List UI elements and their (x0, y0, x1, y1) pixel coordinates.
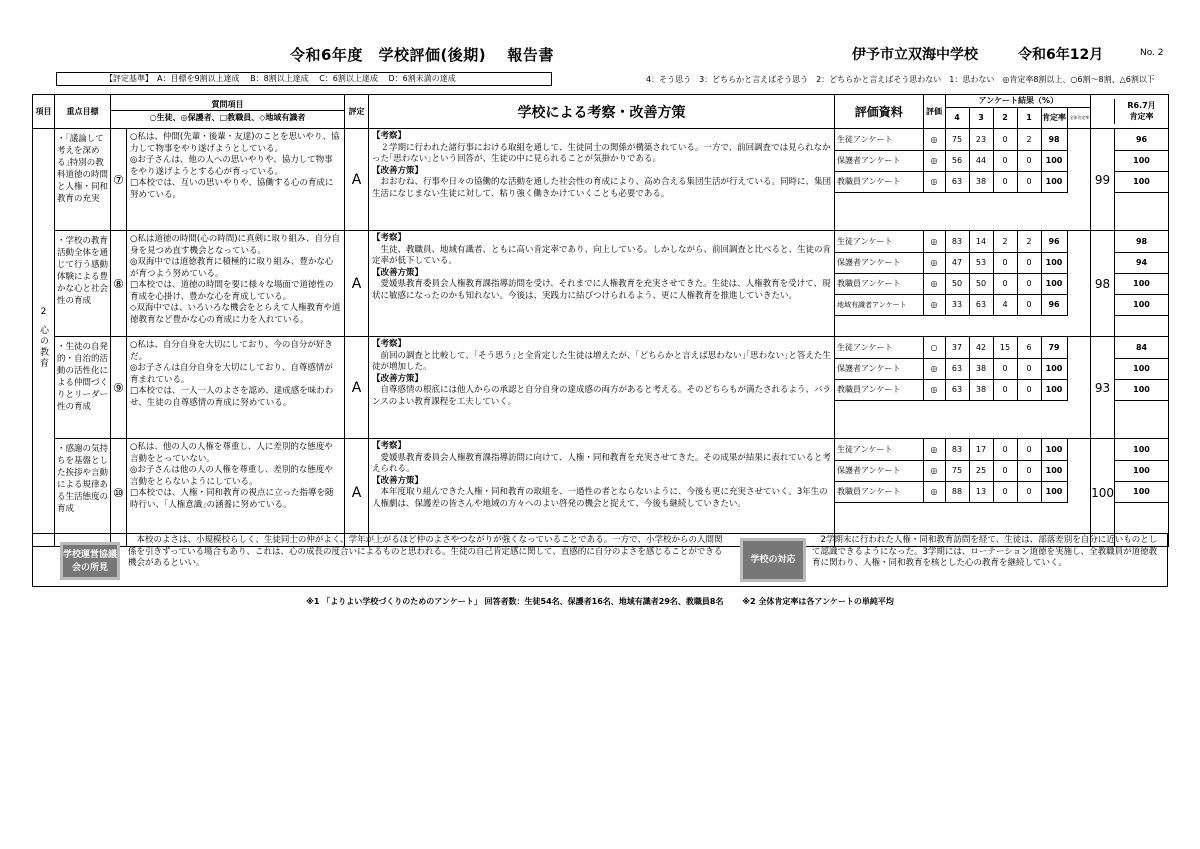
report-date: 令和6年12月 (1018, 47, 1104, 63)
goal-text: ・感謝の気持ちを基盤とした挨拶や言動による規律ある生活態度の育成 (55, 439, 111, 547)
r6-positive: 84 (1115, 337, 1168, 358)
score-4: 75 (945, 129, 969, 150)
results-cell (835, 439, 1091, 547)
survey-name: 生徒アンケート (835, 439, 923, 460)
positive-rate: 79 (1041, 337, 1067, 358)
improvement-heading: 【改善方策】 (372, 475, 424, 486)
eval-mark: ◎ (923, 231, 945, 252)
score-1: 0 (1017, 273, 1041, 294)
positive-rate: 100 (1041, 481, 1067, 502)
header-consideration: 学校による考察・改善方策 (369, 95, 835, 129)
header-score-3: 3 (969, 107, 993, 128)
score-4: 63 (945, 379, 969, 400)
header-eval: 評価 (923, 95, 945, 128)
r6-positive: 100 (1115, 273, 1168, 294)
header-question-sub: ○生徒、◎保護者、□教職員、◇地域有識者 (149, 113, 306, 122)
result-row (835, 358, 1091, 379)
consideration-heading: 【考察】 (372, 131, 407, 141)
r6-positive: 100 (1115, 439, 1168, 460)
header-score-1: 1 (1017, 107, 1041, 128)
question-text: ○私は道徳の時間(心の時間)に真剣に取り組み、自分自身を見つめ直す機会となっている。 ◎双海中では道徳教育に積極的に取り組み、豊かな心が育つよう努めている。 □本校では、道徳の時間を要に様々な場面で道徳性の育成を心掛け、豊かな心を育成している。 ◇双海中では、いろいろな機会をとらえて人権教育や道徳教育など豊かな心の育成に力を入れている。 (127, 231, 345, 337)
r6-cell (1115, 129, 1169, 231)
survey-name: 教職員アンケート (835, 171, 923, 192)
rating-value: A (345, 337, 369, 439)
survey-name: 保護者アンケート (835, 460, 923, 481)
positive-rate: 100 (1041, 273, 1067, 294)
consideration-heading: 【考察】 (372, 339, 407, 349)
r6-cell (1115, 337, 1169, 439)
consideration-cell (369, 231, 835, 337)
result-row (835, 273, 1091, 294)
score-2: 0 (993, 150, 1017, 171)
score-1: 0 (1017, 379, 1041, 400)
r6-positive: 100 (1115, 460, 1168, 481)
r6-positive: 100 (1115, 379, 1168, 400)
school-name: 伊予市立双海中学校 (852, 47, 978, 63)
score-4: 75 (945, 460, 969, 481)
score-1: 0 (1017, 460, 1041, 481)
improvement-heading: 【改善方策】 (372, 267, 424, 278)
area-number: 2 (40, 306, 47, 317)
score-2: 0 (993, 171, 1017, 192)
score-4: 83 (945, 231, 969, 252)
evaluation-row (33, 337, 1169, 439)
page-number: No. 2 (1140, 48, 1164, 58)
consideration-text: 生徒、教職員、地域有識者、ともに高い肯定率であり、向上している。しかしながら、前回調査と比べると、生徒の肯定率が低下している。 (372, 244, 832, 266)
header-item: 項目 (33, 95, 55, 129)
result-row (835, 439, 1091, 460)
report-title: 令和6年度 学校評価(後期) 報告書 (290, 46, 554, 64)
survey-name: 保護者アンケート (835, 358, 923, 379)
survey-name: 生徒アンケート (835, 337, 923, 358)
score-2: 0 (993, 358, 1017, 379)
survey-legend: 4：そう思う 3：どちらかと言えばそう思う 2：どちらかと言えばそう思わない 1：思わない ◎肯定率8割以上、○6割～8割、△6割以下 (646, 75, 1155, 84)
score-2: 0 (993, 129, 1017, 150)
header-score-4: 4 (945, 107, 969, 128)
header-material: 評価資料 (835, 95, 923, 128)
survey-name: 生徒アンケート (835, 231, 923, 252)
r6-cell (1115, 231, 1169, 337)
footnote: ※1 「よりよい学校づくりのためのアンケート」 回答者数：生徒54名、保護者16名、地域有識者29名、教職員8名 ※2 全体肯定率は各アンケートの単純平均 (306, 597, 894, 606)
score-3: 63 (969, 294, 993, 315)
positive-rate: 100 (1041, 379, 1067, 400)
result-row (835, 129, 1091, 150)
result-row (835, 337, 1091, 358)
rating-value: A (345, 439, 369, 547)
evaluation-row (33, 439, 1169, 547)
score-4: 33 (945, 294, 969, 315)
header-question (111, 95, 345, 129)
results-cell (835, 337, 1091, 439)
council-badge: 学校運営協議会の所見 (60, 542, 120, 580)
consideration-text: 愛媛県教育委員会人権教育課指導訪問に向けて、人権・同和教育を充実させてきた。その成果が結果に表れていると考えられる。 (372, 452, 831, 474)
bottom-section (32, 533, 1168, 587)
question-text: ○私は、自分自身を大切にしており、今の自分が好きだ。 ◎お子さんは自分自身を大切にしており、自尊感情が育まれている。 □本校では、一人一人のよさを認め、達成感を味わわせ、生徒の自尊感情の育成に努めている。 (127, 337, 345, 439)
rating-value: A (345, 231, 369, 337)
improvement-text: 愛媛県教育委員会人権教育課指導訪問を受け、それまでに人権教育を充実させてきた。生徒は、人権教育を受けて、現状に敏感になったのかも知れない。今後は、実践力に結びつけられるよう、更に人権教育を推進していきたい。 (372, 279, 831, 301)
eval-mark: ◎ (923, 252, 945, 273)
overall-positive: 98 (1091, 231, 1115, 337)
result-row (835, 481, 1091, 502)
consideration-cell (369, 129, 835, 231)
question-number: ⑩ (111, 439, 127, 547)
consideration-text: 前回の調査と比較して、｢そう思う｣と全肯定した生徒は増えたが、｢どちらかと言えば思わない｣｢思わない｣と答えた生徒が増加した。 (372, 350, 831, 372)
header-rating: 評定 (345, 95, 369, 129)
score-3: 38 (969, 358, 993, 379)
results-cell (835, 129, 1091, 231)
eval-mark: ◎ (923, 294, 945, 315)
overall-positive: 93 (1091, 337, 1115, 439)
consideration-heading: 【考察】 (372, 441, 407, 451)
score-3: 42 (969, 337, 993, 358)
question-number: ⑧ (111, 231, 127, 337)
results-cell (835, 231, 1091, 337)
eval-mark: ◎ (923, 439, 945, 460)
r6-positive: 100 (1115, 481, 1168, 502)
result-row (835, 379, 1091, 400)
r6-positive: 100 (1115, 150, 1168, 171)
score-4: 63 (945, 171, 969, 192)
survey-name: 保護者アンケート (835, 150, 923, 171)
score-4: 83 (945, 439, 969, 460)
evaluation-row (33, 129, 1169, 231)
score-2: 0 (993, 379, 1017, 400)
score-2: 0 (993, 481, 1017, 502)
header-r6-sub: 肯定率 (1129, 112, 1154, 121)
council-text: 本校のよさは、小規模校らしく、生徒同士の仲がよく、学年が上がるほど仲のよさやつながりが強くなっていることである。一方で、小学校からの人間関係を引きずっている場合もあり、これは、心の成長の度合いによるものと思われる。生徒の自己肯定感に関して、直感的に自分のよさを感じることができる機会があるといい。 (128, 535, 723, 568)
score-4: 50 (945, 273, 969, 294)
score-4: 63 (945, 358, 969, 379)
question-text: ○私は、他の人の人権を尊重し、人に差別的な態度や言動をとっていない。 ◎お子さんは他の人の人権を尊重し、差別的な態度や言動をとらないようにしている。 □本校では、人権・同和教育の視点に立った指導を随時行い、｢人権意識｣の涵養に努めている。 (127, 439, 345, 547)
goal-text: ・学校の教育活動全体を通じて行う感動体験による豊かな心と社会性の育成 (55, 231, 111, 337)
score-2: 4 (993, 294, 1017, 315)
header-overall: 全体肯定率 (1069, 114, 1090, 120)
eval-mark: ◎ (923, 379, 945, 400)
consideration-text: ２学期に行われた諸行事における取組を通して、生徒同士の関係が構築されている。一方で、前回調査では見られなかった｢思わない｣という回答が、生徒の中に見られることが気掛かりである。 (372, 142, 831, 164)
r6-positive: 94 (1115, 252, 1168, 273)
score-1: 0 (1017, 171, 1041, 192)
score-1: 0 (1017, 358, 1041, 379)
score-3: 38 (969, 171, 993, 192)
improvement-text: 自尊感情の根底には他人からの承認と自分自身の達成感の両方があると考える。そのどちらもが満たされるよう、バランスのよい教育課程を工夫していく。 (372, 385, 832, 407)
score-1: 0 (1017, 294, 1041, 315)
score-2: 2 (993, 231, 1017, 252)
school-response-text: 2学期末に行われた人権・同和教育訪問を経て、生徒は、部落差別を自分に近いものとして認識できるようになった。3学期には、ローテーション道徳を実施し、全教職員が道徳教育に関わり、人権・同和教育を核とした心の教育を継続していく。 (812, 535, 1158, 568)
survey-name: 教職員アンケート (835, 379, 923, 400)
score-4: 37 (945, 337, 969, 358)
header-positive: 肯定率 (1041, 107, 1067, 128)
survey-name: 地域有識者アンケート (835, 294, 923, 315)
header-score-2: 2 (993, 107, 1017, 128)
score-3: 17 (969, 439, 993, 460)
result-row (835, 150, 1091, 171)
survey-name: 生徒アンケート (835, 129, 923, 150)
overall-positive: 100 (1091, 439, 1115, 547)
positive-rate: 96 (1041, 231, 1067, 252)
eval-mark: ◎ (923, 150, 945, 171)
eval-mark: ◎ (923, 273, 945, 294)
area-label: 心の教育 (38, 324, 48, 369)
result-row (835, 252, 1091, 273)
header-question-title: 質問項目 (111, 99, 344, 111)
score-3: 38 (969, 379, 993, 400)
score-1: 2 (1017, 129, 1041, 150)
eval-mark: ○ (923, 337, 945, 358)
evaluation-row (33, 231, 1169, 337)
improvement-text: 本年度取り組んできた人権・同和教育の取組を、一過性の者とならないように、今後も更に充実させていく。3年生の人権劇は、保護差の皆さんや地域の方々へのよい啓発の機会と捉えて、今後も継続していきたい。 (372, 487, 828, 509)
score-2: 0 (993, 252, 1017, 273)
question-number: ⑨ (111, 337, 127, 439)
rating-value: A (345, 129, 369, 231)
r6-cell (1115, 439, 1169, 547)
survey-name: 保護者アンケート (835, 252, 923, 273)
area-cell (33, 129, 55, 547)
r6-positive: 100 (1115, 171, 1168, 192)
score-4: 56 (945, 150, 969, 171)
header-r6-title: R6.7月 (1127, 101, 1156, 110)
eval-mark: ◎ (923, 481, 945, 502)
positive-rate: 100 (1041, 171, 1067, 192)
positive-rate: 98 (1041, 129, 1067, 150)
score-2: 0 (993, 439, 1017, 460)
header-goal: 重点目標 (55, 95, 111, 129)
consideration-cell (369, 439, 835, 547)
r6-positive: 100 (1115, 294, 1168, 315)
score-1: 0 (1017, 439, 1041, 460)
score-1: 0 (1017, 252, 1041, 273)
score-2: 15 (993, 337, 1017, 358)
score-3: 23 (969, 129, 993, 150)
survey-name: 教職員アンケート (835, 273, 923, 294)
improvement-text: おおむね、行事や日々の協働的な活動を通した社会性の育成により、高め合える集団生活が行えている。同時に、集団生活になじまない生徒に対して、粘り強く働きかけていくことも必要である。 (372, 177, 832, 199)
score-3: 14 (969, 231, 993, 252)
goal-text: ・｢議論して考えを深める｣特別の教科道徳の時間と人権・同和教育の充実 (55, 129, 111, 231)
r6-positive: 98 (1115, 231, 1168, 252)
score-1: 0 (1017, 150, 1041, 171)
consideration-heading: 【考察】 (372, 233, 407, 243)
score-1: 2 (1017, 231, 1041, 252)
question-text: ○私は、仲間(先輩・後輩・友達)のことを思いやり、協力して物事をやり遂げようとしている。 ◎お子さんは、他の人への思いやりや、協力して物事をやり遂げようとする心が育っている。 □本校では、互いの思いやりや、協働する心の育成に努めている。 (127, 129, 345, 231)
score-3: 13 (969, 481, 993, 502)
overall-positive: 99 (1091, 129, 1115, 231)
r6-positive: 96 (1115, 129, 1168, 150)
question-number: ⑦ (111, 129, 127, 231)
positive-rate: 100 (1041, 150, 1067, 171)
score-4: 47 (945, 252, 969, 273)
goal-text: ・生徒の自発的・自治的活動の活性化による仲間づくりとリーダー性の育成 (55, 337, 111, 439)
score-1: 0 (1017, 481, 1041, 502)
rating-criteria: 【評定基準】 A：目標を9割以上達成 B：8割以上達成 C：6割以上達成 D：6割未満の達成 (56, 72, 552, 86)
survey-name: 教職員アンケート (835, 481, 923, 502)
score-3: 53 (969, 252, 993, 273)
result-row (835, 231, 1091, 252)
r6-positive: 100 (1115, 358, 1168, 379)
result-row (835, 294, 1091, 315)
header-r6 (1091, 95, 1169, 129)
score-3: 25 (969, 460, 993, 481)
header-survey: アンケート結果（%） (945, 95, 1091, 107)
score-4: 88 (945, 481, 969, 502)
eval-mark: ◎ (923, 129, 945, 150)
consideration-cell (369, 337, 835, 439)
improvement-heading: 【改善方策】 (372, 373, 424, 384)
evaluation-table (32, 94, 1169, 547)
positive-rate: 100 (1041, 358, 1067, 379)
positive-rate: 96 (1041, 294, 1067, 315)
score-2: 0 (993, 460, 1017, 481)
positive-rate: 100 (1041, 460, 1067, 481)
improvement-heading: 【改善方策】 (372, 165, 424, 176)
eval-mark: ◎ (923, 358, 945, 379)
positive-rate: 100 (1041, 252, 1067, 273)
result-row (835, 171, 1091, 192)
result-row (835, 460, 1091, 481)
score-1: 6 (1017, 337, 1041, 358)
school-response-badge: 学校の対応 (740, 538, 806, 582)
score-3: 44 (969, 150, 993, 171)
score-2: 0 (993, 273, 1017, 294)
header-results (835, 95, 1091, 129)
eval-mark: ◎ (923, 171, 945, 192)
positive-rate: 100 (1041, 439, 1067, 460)
eval-mark: ◎ (923, 460, 945, 481)
score-3: 50 (969, 273, 993, 294)
